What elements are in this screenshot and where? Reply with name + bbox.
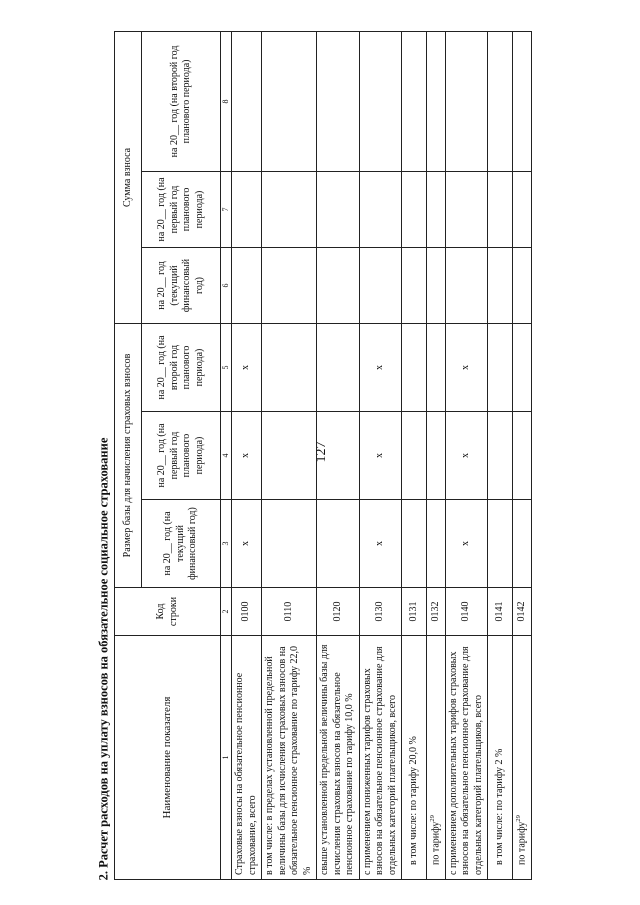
row-indicator-name: свыше установленной предельной величины базы для исчисления страховых взносов на обязательное пенсионное страхование по тарифу 10,0 % [317,636,360,880]
cell-value [513,412,532,500]
cell-value [317,500,360,588]
row-indicator-name: с применением пониженных тарифов страховых взносов на обязательное пенсионное страхование для отдельных категорий плательщиков, всего [359,636,402,880]
header-base-year-first: на 20__ год (на первый год планового периода) [142,412,221,500]
cell-value: x [232,323,262,411]
row-indicator-name: с применением дополнительных тарифов страховых взносов на обязательное пенсионное страхование для отдельных категорий плательщиков, всего [445,636,488,880]
row-name-text: по тарифу [516,821,528,865]
cell-value [445,171,488,247]
cell-value: x [445,412,488,500]
table-row [262,31,317,879]
cell-value [232,171,262,247]
cell-value [359,247,402,323]
cell-value [262,500,317,588]
row-indicator-name: в том числе: в пределах установленной предельной величины базы для исчисления страховых взносов на обязательное пенсионное страхование по тарифу 22,0 % [262,636,317,880]
cell-value [513,31,532,171]
cell-value [445,247,488,323]
cell-value [402,323,427,411]
cell-value [262,323,317,411]
cell-value [427,247,446,323]
cell-value [513,323,532,411]
cell-value [488,171,513,247]
row-code: 0142 [513,588,532,636]
cell-value [402,31,427,171]
table-row [445,31,488,879]
column-index: 8 [221,31,232,171]
cell-value [262,412,317,500]
row-code: 0131 [402,588,427,636]
column-index: 3 [221,500,232,588]
cell-value [427,31,446,171]
cell-value [262,247,317,323]
cell-value [427,500,446,588]
row-indicator-name: в том числе: по тарифу 2 % [488,636,513,880]
cell-value: x [445,500,488,588]
cell-value [359,31,402,171]
cell-value [488,500,513,588]
row-indicator-name [513,636,532,880]
header-amount-group: Сумма взноса [115,31,142,323]
cell-value [402,500,427,588]
table-row [359,31,402,879]
table-row [513,31,532,879]
cell-value [427,412,446,500]
cell-value: x [359,500,402,588]
cell-value [402,171,427,247]
cell-value: x [359,323,402,411]
column-index: 5 [221,323,232,411]
cell-value [262,31,317,171]
header-row-code: Код строки [115,588,221,636]
cell-value [427,171,446,247]
row-code: 0120 [317,588,360,636]
cell-value [359,171,402,247]
header-indicator-name: Наименование показателя [115,636,221,880]
cell-value [513,500,532,588]
cell-value [232,247,262,323]
header-amount-year-second: на 20__ год (на второй год планового периода) [142,31,221,171]
footnote-ref: 29 [429,815,436,822]
cell-value [317,31,360,171]
table-row [317,31,360,879]
row-indicator-name: в том числе: по тарифу 20,0 % [402,636,427,880]
cell-value [232,31,262,171]
cell-value [317,412,360,500]
cell-value [513,171,532,247]
cell-value [488,412,513,500]
cell-value [402,412,427,500]
table-row [488,31,513,879]
row-indicator-name [427,636,446,880]
column-index: 4 [221,412,232,500]
cell-value [262,171,317,247]
page-number: 127 [314,441,329,463]
header-amount-year-first: на 20__ год (на первый год планового периода) [142,171,221,247]
column-index: 1 [221,636,232,880]
cell-value: x [232,412,262,500]
contributions-table-wrapper [114,32,528,880]
row-code: 0100 [232,588,262,636]
cell-value [488,31,513,171]
header-base-year-second: на 20__ год (на второй год планового периода) [142,323,221,411]
row-code: 0110 [262,588,317,636]
row-code: 0141 [488,588,513,636]
cell-value: x [359,412,402,500]
row-code: 0130 [359,588,402,636]
column-index: 2 [221,588,232,636]
row-indicator-name: Страховые взносы на обязательное пенсионное страхование, всего [232,636,262,880]
cell-value [317,171,360,247]
cell-value [317,323,360,411]
header-base-year-current: на 20__ год (на текущий финансовый год) [142,500,221,588]
cell-value [445,31,488,171]
contributions-table [114,31,532,880]
cell-value [488,323,513,411]
cell-value [402,247,427,323]
row-code: 0132 [427,588,446,636]
table-row [402,31,427,879]
row-code: 0140 [445,588,488,636]
cell-value [427,323,446,411]
cell-value [513,247,532,323]
cell-value [317,247,360,323]
cell-value: x [445,323,488,411]
cell-value: x [232,500,262,588]
cell-value [488,247,513,323]
footnote-ref: 29 [515,815,523,822]
column-index: 7 [221,171,232,247]
table-row [427,31,446,879]
header-amount-year-current: на 20__ год (текущий финансовый год) [142,247,221,323]
table-row [232,31,262,879]
section-title: 2. Расчет расходов на уплату взносов на обязательное социальное страхование [96,437,111,881]
column-index: 6 [221,247,232,323]
row-name-text: по тарифу [430,821,442,865]
header-base-group: Размер базы для начисления страховых взносов [115,323,142,587]
